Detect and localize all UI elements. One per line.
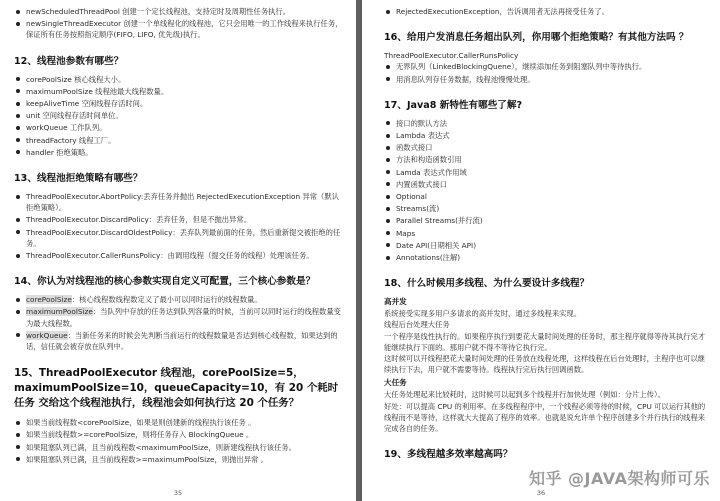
list-item: 无界队列（LinkedBlockingQuene），继续添加任务到阻塞队列中等待执行。 <box>384 61 710 72</box>
page-number: 35 <box>173 489 183 497</box>
highlighted-term: maximumPoolSize <box>26 307 93 317</box>
list-item: Date API(日期相关 API) <box>384 240 710 251</box>
q17-list <box>384 118 710 263</box>
q12-list <box>14 74 346 158</box>
list-item: threadFactory 线程工厂。 <box>14 135 346 146</box>
list-item: handler 拒绝策略。 <box>14 147 346 158</box>
list-item: Optional <box>384 191 710 202</box>
watermark: 知乎 @JAVA架构师可乐 <box>528 469 710 488</box>
list-item: RejectedExecutionException，告诉调用者无法再接受任务了。 <box>384 6 710 17</box>
list-item: newSingleThreadExecutor 创建一个单线程化的线程池，它只会用唯一的工作线程来执行任务，保证所有任务按照指定顺序(FIFO, LIFO, 优先级)执行。 <box>14 18 346 40</box>
page-number: 36 <box>536 489 546 497</box>
paragraph: 系统接受实现多用户多请求的高并发时，通过多线程来实现。 <box>384 309 582 319</box>
section-heading-q17: 17、Java8 新特性有哪些了解? <box>384 99 523 111</box>
list-item: workQueue 工作队列。 <box>14 122 346 133</box>
paragraph: ThreadPoolExecutor.CallerRunsPolicy <box>384 51 519 61</box>
list-item: 内置函数式接口 <box>384 179 710 190</box>
intro-list <box>384 6 710 17</box>
list-item: corePoolSize 核心线程大小。 <box>14 74 346 85</box>
list-item <box>14 294 346 305</box>
list-item: Streams(流) <box>384 203 710 214</box>
q15-list <box>14 417 346 465</box>
paragraph: 这时候可以开线程把花大量时间处理的任务放在线程处理，这样线程在后台处理时，主程序也可以继续执行下去，用户就不需要等待。线程执行完后执行回调函数。 <box>384 354 706 375</box>
paragraph: 好处：可以提高 CPU 的利用率。在多线程程序中，一个线程必须等待的时候，CPU 可以运行其他的线程而不是等待，这样就大大提高了程序的效率。也就是说允许单个程序创建多个并行执行的线程来完成各自的任务。 <box>384 401 706 434</box>
list-item: 如果当前线程数<corePoolSize，如果是则创建新的线程执行该任务 。 <box>14 417 346 428</box>
list-item: ThreadPoolExecutor.DiscardOldestPolicy：丢弃队列最前面的任务，然后重新提交被拒绝的任务。 <box>14 227 346 249</box>
paragraph: 一个程序是线性执行的。如果程序执行到要花大量时间处理的任务时，那主程序就得等待其执行完才能继续执行下面的。那用户就不得不等待它执行完。 <box>384 331 706 352</box>
highlighted-term: corePoolSize <box>26 295 72 305</box>
q13-list <box>14 191 346 261</box>
list-item: keepAliveTime 空闲线程存活时间。 <box>14 98 346 109</box>
term-description: ：当队列中存放的任务达到队列容量的时候，当前可以同时运行的线程数量变为最大线程数。 <box>26 307 341 328</box>
list-item <box>14 306 346 328</box>
highlighted-term: workQueue <box>26 330 68 340</box>
section-heading-q13: 13、线程池拒绝策略有哪些？ <box>14 173 143 185</box>
subheading: 大任务 <box>384 378 407 388</box>
section-heading-q19: 19、多线程越多效率越高吗？ <box>384 449 513 461</box>
document-page-left <box>0 0 356 501</box>
section-heading-q12: 12、线程池参数有哪些？ <box>14 55 124 67</box>
list-item: 如果阻塞队列已满，且当前线程数>=maximumPoolSize，则抛出异常 。 <box>14 454 346 465</box>
list-item: Lamda 表达式作用域 <box>384 167 710 178</box>
list-item <box>14 330 346 352</box>
list-item: 如果阻塞队列已满，且当前线程数<maximumPoolSize，则新建线程执行该任务。 <box>14 442 346 453</box>
list-item: 函数式接口 <box>384 142 710 153</box>
intro-list <box>14 6 346 41</box>
list-item: 用消息队列存任务数据，线程池慢慢处理。 <box>384 74 710 85</box>
list-item: 接口的默认方法 <box>384 118 710 129</box>
list-item: maximumPoolSize 线程池最大线程数量。 <box>14 86 346 97</box>
paragraph: 线程后台处理大任务 <box>384 320 450 330</box>
q16-list <box>384 61 710 84</box>
list-item: ThreadPoolExecutor.CallerRunsPolicy：由调用线程（提交任务的线程）处理该任务。 <box>14 250 346 261</box>
list-item: unit 空间线程存活时间单位。 <box>14 110 346 121</box>
subheading: 高并发 <box>384 297 407 307</box>
list-item: ThreadPoolExecutor.DiscardPolicy：丢弃任务，但是不抛出异常。 <box>14 214 346 225</box>
term-description: ：核心线程数线程数定义了最小可以同时运行的线程数量。 <box>71 295 262 305</box>
list-item: newScheduledThreadPool 创建一个定长线程池，支持定时及周期性任务执行。 <box>14 6 346 17</box>
list-item: Parallel Streams(并行流) <box>384 215 710 226</box>
document-page-right <box>362 0 720 501</box>
q14-list <box>14 294 346 352</box>
section-heading-q18: 18、什么时候用多线程、为什么要设计多线程？ <box>384 278 590 290</box>
list-item: Annotations(注解) <box>384 252 710 263</box>
list-item: Maps <box>384 228 710 239</box>
list-item: 方法和构造函数引用 <box>384 154 710 165</box>
list-item: 如果当前线程数>=corePoolSize，则将任务存入 BlockingQueue 。 <box>14 429 346 440</box>
section-heading-q14: 14、你认为对线程池的核心参数实现自定义可配置，三个核心参数是？ <box>14 276 316 288</box>
list-item: ThreadPoolExecutor.AbortPolicy:丢弃任务并抛出 RejectedExecutionException 异常（默认拒绝策略）。 <box>14 191 346 213</box>
paragraph: 大任务处理起来比较耗时，这时候可以起到多个线程并行加快处理（例如：分片上传）。 <box>384 390 665 400</box>
section-heading-q15: 15、ThreadPoolExecutor 线程池，corePoolSize=5，maximumPoolSize=10，queueCapacity=10，有 20 个耗时任务 交给这个线程池执行，线程池会如何执行这 20 个任务？ <box>14 367 338 410</box>
term-description: ：当新任务来的时候会先判断当前运行的线程数量是否达到核心线程数，如果达到的话，信任就会被存放在队列中。 <box>26 330 338 352</box>
section-heading-q16: 16、给用户发消息任务超出队列，你用哪个拒绝策略？有其他方法吗 ？ <box>384 32 689 44</box>
list-item: Lambda 表达式 <box>384 130 710 141</box>
